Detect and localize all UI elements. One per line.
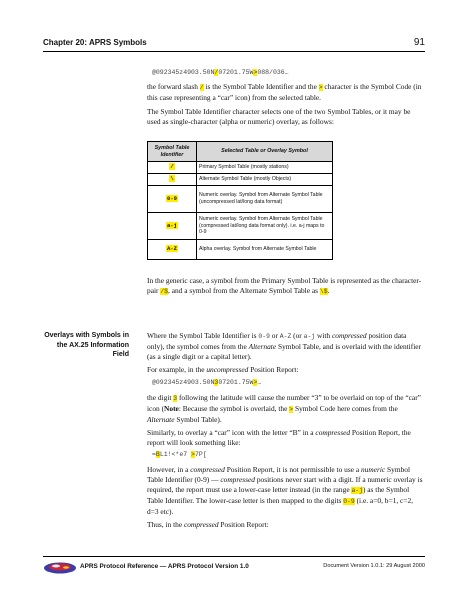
highlight-symbol-code: > [191,451,195,458]
paragraph-3: In the generic case, a symbol from the Primary Symbol Table is represented as the character-pair /$, and a symbol from the Alternate Symbol Table as \$. [147,276,422,295]
table-row: / Primary Symbol Table (mostly stations) [148,162,333,174]
highlight-overlay-digit: 3 [214,379,219,386]
highlight-symbol-table: / [214,69,219,76]
paragraph-4: Where the Symbol Table Identifier is 0-9 or A-Z (or a-j with compressed position data only), the symbol comes from the Alternate Symbol Table, and is overlaid with the identifier (as a single digit or a capital letter). [147,331,421,361]
footer-rule [43,556,425,557]
paragraph-6: the digit 3 following the latitude will cause the number “3” to be overlaid on top of the “car” icon (Note: Because the symbol is overlaid, the > Symbol Code here comes from the Alternate Symbol Table). [147,393,421,424]
highlight-overlay-letter: B [155,451,160,458]
code-example-2: @092345z4903.50N307201.75W>… [152,379,262,386]
highlight-symbol-code: > [253,379,258,386]
paragraph-9: Thus, in the compressed Position Report: [147,520,269,529]
paragraph-1: the forward slash / is the Symbol Table Identifier and the > character is the Symbol Code (in this case representing a “car” icon) from the selected table. [147,82,422,102]
code-example-1: @092345z4903.50N/07201.75W>088/036… [152,69,289,76]
table-header-selected: Selected Table or Overlay Symbol [197,142,333,162]
section-sidebar-heading: Overlays with Symbols in the AX.25 Information Field [44,332,129,358]
paragraph-5: For example, in the uncompressed Position Report: [147,365,299,374]
table-row: 0-9 Numeric overlay. Symbol from Alternate Symbol Table (uncompressed lat/long data format) [148,186,333,213]
table-row: a-j Numeric overlay. Symbol from Alternate Symbol Table (compressed lat/long data format only). i.e. a-j maps to 0-9 [148,213,333,240]
footer-version: Document Version 1.0.1: 29 August 2000 [323,563,425,569]
table-row: \ Alternate Symbol Table (mostly Objects) [148,174,333,186]
symbol-table-identifier-table [147,141,333,260]
paragraph-7: Similarly, to overlay a “car” icon with the letter “B” in a compressed Position Report, the report will look something like: [147,428,411,447]
table-header-identifier: Symbol Table Identifier [148,142,197,162]
paragraph-8: However, in a compressed Position Report, it is not permissible to use a numeric Symbol Table Identifier (0-9) — compressed positions never start with a digit. If a numeric overlay is required, the report must use a lower-case letter instead (in the range a-j) as the Symbol Table Identifier. The lower-case letter is then mapped to the digits 0-9 (i.e. a=0, b=1, c=2, d=3 etc). [147,465,423,516]
highlight-symbol-code: > [253,69,258,76]
page-header [43,38,425,52]
paragraph-2: The Symbol Table Identifier character selects one of the two Symbol Tables, or it may be used as single-character (alpha or numeric) overlay, as follows: [147,107,411,126]
header-rule [43,51,425,52]
code-example-3: =BL1!<*e7 >7P[ [152,451,207,458]
page-number: 91 [413,37,425,48]
aprs-logo-icon [43,560,77,574]
footer-title: APRS Protocol Reference — APRS Protocol Version 1.0 [80,563,249,570]
table-row: A-Z Alpha overlay. Symbol from Alternate Symbol Table [148,240,333,260]
chapter-title: Chapter 20: APRS Symbols [43,38,147,47]
